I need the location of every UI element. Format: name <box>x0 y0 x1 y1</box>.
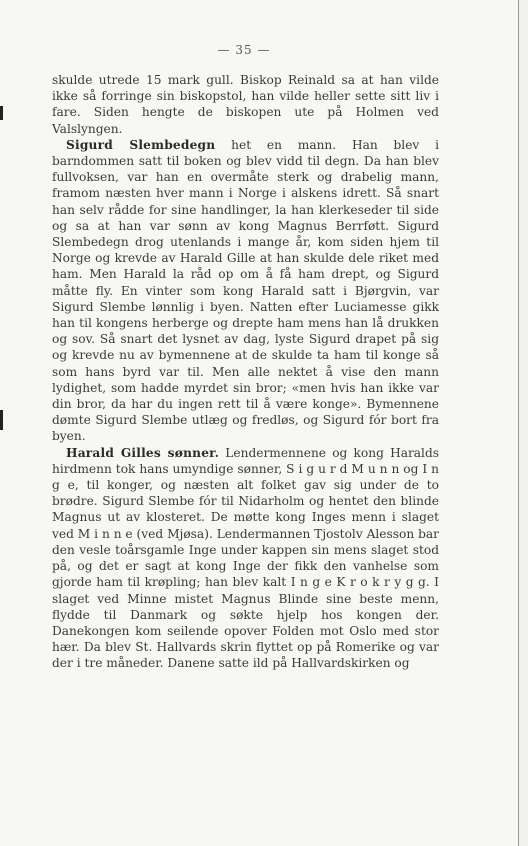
page-edge-line <box>518 0 519 846</box>
paragraph-text: skulde utrede 15 mark gull. Biskop Reinald sa at han vilde ikke så forringe sin biskopstol, han vilde heller sette sitt liv i fare. Siden hengte de biskopen ute på Holmen ved Valslyngen. <box>52 73 439 136</box>
page-number: — 35 — <box>217 43 271 57</box>
paragraph-lead: Harald Gilles sønner. <box>66 445 220 460</box>
page-edge-strip <box>519 0 528 846</box>
paragraph-text: Lendermennene og kong Haralds hirdmenn tok hans umyndige sønner, S i g u r d M u n n og I n g e, til konger, og næsten alt folket gav sig under de to brødre. Sigurd Slembe fór til Nidarholm og hentet den blinde Magnus ut av klosteret. De møtte kong Inges menn i slaget ved M i n n e (ved Mjøsa). Lendermannen Tjostolv Alesson bar den vesle toårsgamle Inge under kappen sin mens slaget stod på, og det er sagt at kong Inge der fikk den vanhelse som gjorde ham til krøpling; han blev kalt I n g e K r o k r y g g. I slaget ved Minne mistet Magnus Blinde sine beste menn, flydde til Danmark og søkte hjelp hos kongen der. Danekongen kom seilende opover Folden mot Oslo med stor hær. Da blev St. Hallvards skrin flyttet op på Romerike og var der i tre måneder. Danene satte ild på Hallvardskirken og <box>52 445 440 671</box>
paragraph-lead: Sigurd Slembedegn <box>66 137 216 152</box>
paragraph-text: het en mann. Han blev i barndommen satt til boken og blev vidd til degn. Da han blev fullvoksen, var han en overmåte sterk og drabelig mann, framom næsten hver mann i Norge i alskens idrett. Så snart han selv rådde for sine handlinger, la han klerkeseder til side og sa at han var sønn av kong Magnus Berrføtt. Sigurd Slembedegn drog utenlands i mange år, kom siden hjem til Norge og krevde av Harald Gille at han skulde dele riket med ham. Men Harald la råd op om å få ham drept, og Sigurd måtte fly. En vinter som kong Harald satt i Bjørgvin, var Sigurd Slembe lønnlig i byen. Natten efter Luciamesse gikk han til kongens herberge og drepte ham mens han lå drukken og sov. Så snart det lysnet av dag, lyste Sigurd drapet på sig og krevde nu av bymennene at de skulde ta ham til konge så som hans byrd var til. Men alle nektet å vise den mann lydighet, som hadde myrdet sin bror; «men hvis han ikke var din bror, da har du ingen rett til å være konge». Bymennene dømte Sigurd Slembe utlæg og fredløs, og Sigurd fór bort fra byen. <box>52 137 439 444</box>
paragraph <box>52 72 439 137</box>
paragraph <box>52 445 439 672</box>
scan-margin-mark <box>0 106 3 120</box>
paragraph <box>52 137 439 445</box>
scan-margin-mark <box>0 410 3 430</box>
body-text <box>52 72 439 672</box>
